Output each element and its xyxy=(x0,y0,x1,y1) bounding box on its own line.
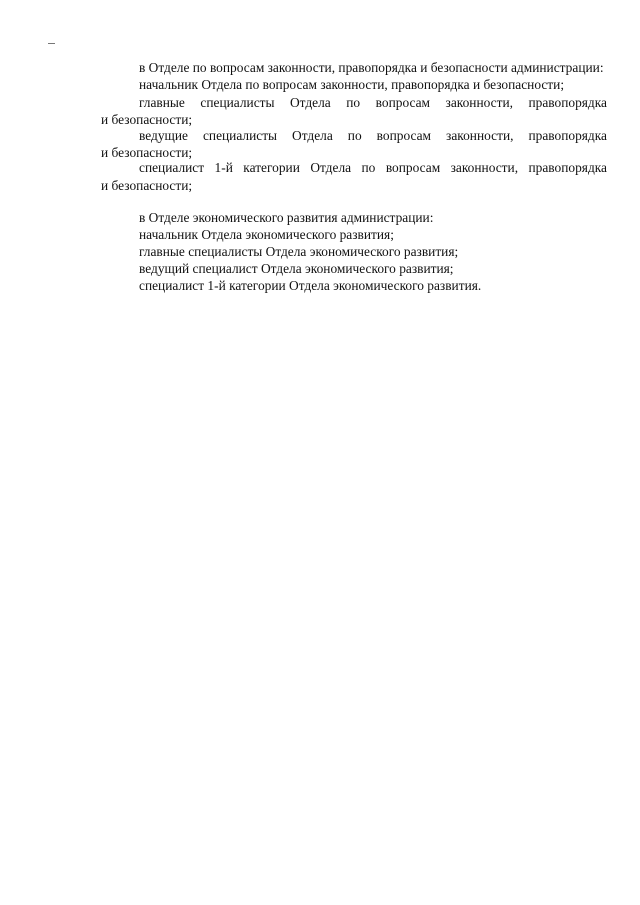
economic-section-heading: в Отделе экономического развития администрации: xyxy=(139,210,434,225)
economic-list-item-head: начальник Отдела экономического развития; xyxy=(139,227,394,242)
legal-list-item-leading-specialists-line-2: и безопасности; xyxy=(101,145,193,160)
legal-list-item-leading-specialists-line-1: ведущие специалисты Отдела по вопросам законности, правопорядка xyxy=(139,128,607,143)
legal-list-item-category-specialist-line-2: и безопасности; xyxy=(101,178,193,193)
legal-list-item-head: начальник Отдела по вопросам законности, правопорядка и безопасности; xyxy=(139,77,565,92)
legal-section-heading: в Отделе по вопросам законности, правопорядка и безопасности администрации: xyxy=(139,60,604,75)
scan-mark xyxy=(48,43,55,44)
economic-list-item-category-specialist: специалист 1-й категории Отдела экономического развития. xyxy=(139,278,482,293)
legal-list-item-chief-specialists-line-2: и безопасности; xyxy=(101,112,193,127)
legal-list-item-category-specialist-line-1: специалист 1-й категории Отдела по вопросам законности, правопорядка xyxy=(139,160,607,175)
legal-list-item-chief-specialists-line-1: главные специалисты Отдела по вопросам законности, правопорядка xyxy=(139,95,607,110)
economic-list-item-leading-specialist: ведущий специалист Отдела экономического развития; xyxy=(139,261,454,276)
economic-list-item-chief-specialists: главные специалисты Отдела экономического развития; xyxy=(139,244,459,259)
